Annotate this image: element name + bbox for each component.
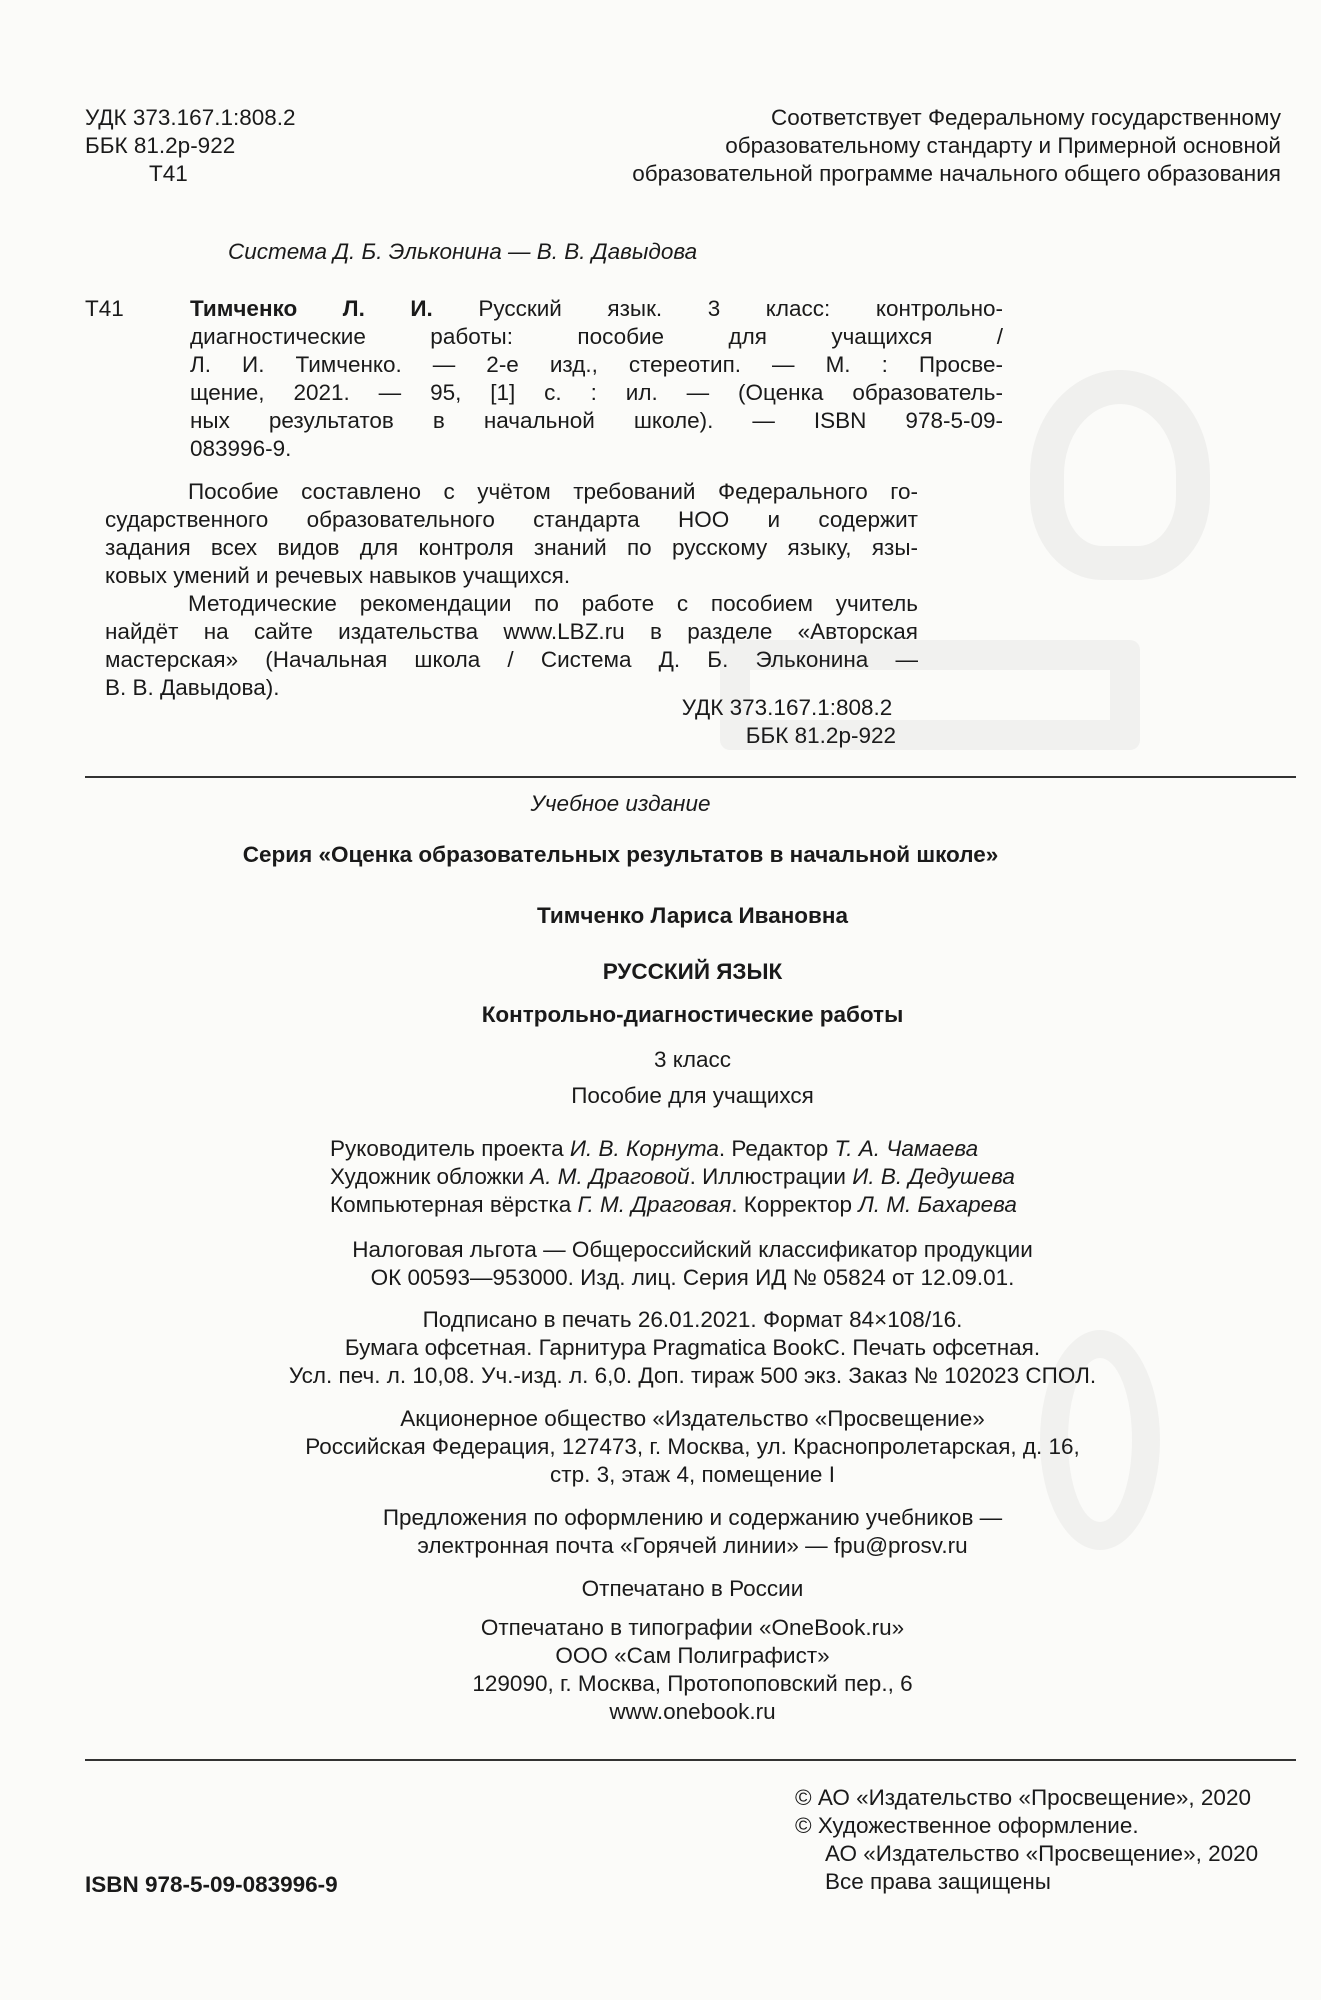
copyright-line: Все права защищены [825, 1869, 1051, 1894]
abstract-line: В. В. Давыдова). [105, 675, 280, 700]
audience: Пособие для учащихся [571, 1083, 814, 1108]
teaching-system: Система Д. Б. Эльконина — В. В. Давыдова [228, 239, 698, 264]
printer-line: www.onebook.ru [609, 1699, 776, 1724]
copyright-line: © Художественное оформление. [795, 1813, 1139, 1838]
credit-line: Художник обложки А. М. Драговой. Иллюстрации И. В. Дедушева [330, 1164, 1015, 1189]
print-info-line: Усл. печ. л. 10,08. Уч.-изд. л. 6,0. Доп. тираж 500 экз. Заказ № 102023 СПОЛ. [288, 1363, 1097, 1388]
grade: 3 класс [653, 1047, 731, 1072]
print-info-line: Бумага офсетная. Гарнитура Pragmatica BookC. Печать офсетная. [344, 1335, 1041, 1360]
biblio-line: Л. И. Тимченко. — 2-е изд., стереотип. — М. : Просве- [190, 352, 1003, 377]
biblio-author: Тимченко Л. И. [190, 296, 433, 321]
isbn: ISBN 978-5-09-083996-9 [85, 1872, 338, 1897]
biblio-line: 083996-9. [190, 436, 292, 461]
biblio-code: Т41 [85, 296, 124, 321]
feedback-line: электронная почта «Горячей линии» — fpu@prosv.ru [417, 1533, 968, 1558]
abstract-line: Методические рекомендации по работе с пособием учитель [188, 591, 918, 616]
printer-line: Отпечатано в типографии «OneBook.ru» [480, 1615, 905, 1640]
copyright-line: © АО «Издательство «Просвещение», 2020 [795, 1785, 1251, 1810]
credit-line: Руководитель проекта И. В. Корнута. Редактор Т. А. Чамаева [330, 1136, 979, 1161]
publisher-line: Российская Федерация, 127473, г. Москва, ул. Краснопролетарская, д. 16, [305, 1434, 1080, 1459]
edition-type: Учебное издание [530, 791, 711, 816]
classification-codes-bottom [682, 694, 896, 750]
udk-code: УДК 373.167.1:808.2 [85, 105, 296, 130]
abstract [105, 478, 918, 702]
show-through-shape [1030, 370, 1210, 580]
compliance-line: образовательной программе начального общего образования [632, 161, 1281, 186]
credit-line: Компьютерная вёрстка Г. М. Драговая. Корректор Л. М. Бахарева [330, 1192, 1017, 1217]
udk-code: УДК 373.167.1:808.2 [681, 695, 893, 720]
tax-line: Налоговая льгота — Общероссийский классификатор продукции [352, 1237, 1033, 1262]
tax-line: ОК 00593—953000. Изд. лиц. Серия ИД № 05824 от 12.09.01. [370, 1265, 1015, 1290]
author-full-name: Тимченко Лариса Ивановна [537, 903, 848, 928]
abstract-line: Пособие составлено с учётом требований Федерального го- [188, 479, 918, 504]
abstract-line: ковых умений и речевых навыков учащихся. [105, 563, 571, 588]
series-title: Серия «Оценка образовательных результатов в начальной школе» [242, 842, 999, 867]
divider [85, 1759, 1296, 1761]
book-subtitle: Контрольно-диагностические работы [481, 1002, 904, 1027]
biblio-line: Тимченко Л. И. Русский язык. 3 класс: контрольно- [190, 296, 1003, 321]
copyright-line: АО «Издательство «Просвещение», 2020 [825, 1841, 1259, 1866]
abstract-line: мастерская» (Начальная школа / Система Д. Б. Эльконина — [105, 647, 918, 672]
abstract-line: найдёт на сайте издательства www.LBZ.ru в разделе «Авторская [105, 619, 918, 644]
standard-compliance [521, 104, 1281, 188]
printer-line: ООО «Сам Полиграфист» [555, 1643, 830, 1668]
copyright-block [795, 1784, 1258, 1896]
biblio-line: щение, 2021. — 95, [1] с. : ил. — (Оценка образователь- [190, 380, 1003, 405]
bbk-code: ББК 81.2р-922 [745, 723, 896, 748]
bbk-code: ББК 81.2р-922 [85, 133, 236, 158]
publisher-line: стр. 3, этаж 4, помещение I [550, 1462, 835, 1487]
feedback-line: Предложения по оформлению и содержанию учебников — [382, 1505, 1003, 1530]
compliance-line: образовательному стандарту и Примерной основной [725, 133, 1281, 158]
biblio-line: диагностические работы: пособие для учащихся / [190, 324, 1003, 349]
divider [85, 776, 1296, 778]
credits [330, 1135, 1017, 1219]
printed-in: Отпечатано в России [581, 1576, 804, 1601]
book-title: РУССКИЙ ЯЗЫК [602, 959, 783, 984]
compliance-line: Соответствует Федеральному государственному [771, 105, 1281, 130]
print-info-line: Подписано в печать 26.01.2021. Формат 84×108/16. [422, 1307, 963, 1332]
abstract-line: задания всех видов для контроля знаний по русскому языку, язы- [105, 535, 918, 560]
publisher-line: Акционерное общество «Издательство «Просвещение» [400, 1406, 985, 1431]
abstract-line: сударственного образовательного стандарта НОО и содержит [105, 507, 918, 532]
biblio-line: ных результатов в начальной школе). — ISBN 978-5-09- [190, 408, 1003, 433]
author-mark: Т41 [149, 161, 188, 186]
classification-codes [85, 104, 296, 188]
printer-line: 129090, г. Москва, Протопоповский пер., 6 [472, 1671, 913, 1696]
